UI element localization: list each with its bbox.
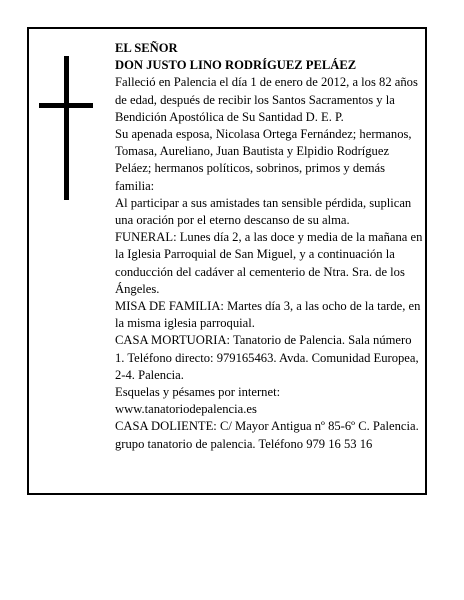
notice-text <box>115 40 423 453</box>
notice-family-home: CASA DOLIENTE: C/ Mayor Antigua nº 85-6º C. Palencia. <box>115 419 419 434</box>
cross-horizontal-bar <box>39 103 93 108</box>
notice-online-condolences: Esquelas y pésames por internet: www.tanatoriodepalencia.es <box>115 385 281 417</box>
notice-title-line1: EL SEÑOR <box>115 41 178 55</box>
notice-funeral: FUNERAL: Lunes día 2, a las doce y media de la mañana en la Iglesia Parroquial de San Miguel, y a continuación la conducción del cadáver al cementerio de Ntra. Sra. de los Ángeles. <box>115 230 423 296</box>
cross-vertical-bar <box>64 56 69 200</box>
notice-footer-contact: grupo tanatorio de palencia. Teléfono 979 16 53 16 <box>115 436 373 451</box>
obituary-notice <box>27 27 427 495</box>
notice-family-mass: MISA DE FAMILIA: Martes día 3, a las ocho de la tarde, en la misma iglesia parroquial. <box>115 299 421 331</box>
notice-funeral-home: CASA MORTUORIA: Tanatorio de Palencia. Sala número 1. Teléfono directo: 979165463. Avda. Comunidad Europea, 2-4. Palencia. <box>115 333 419 382</box>
notice-request-prayer: Al participar a sus amistades tan sensible pérdida, suplican una oración por el eterno descanso de su alma. <box>115 195 412 228</box>
notice-death-announcement: Falleció en Palencia el día 1 de enero de 2012, a los 82 años de edad, después de recibir los Santos Sacramentos y la Bendición Apostólica de Su Santidad D. E. P. <box>115 75 418 124</box>
notice-title-line2: DON JUSTO LINO RODRÍGUEZ PELÁEZ <box>115 58 357 73</box>
notice-family: Su apenada esposa, Nicolasa Ortega Fernández; hermanos, Tomasa, Aureliano, Juan Bautista y Elpidio Rodríguez Peláez; hermanos políticos, sobrinos, primos y demás familia: <box>115 127 412 193</box>
cross-icon <box>39 56 93 200</box>
